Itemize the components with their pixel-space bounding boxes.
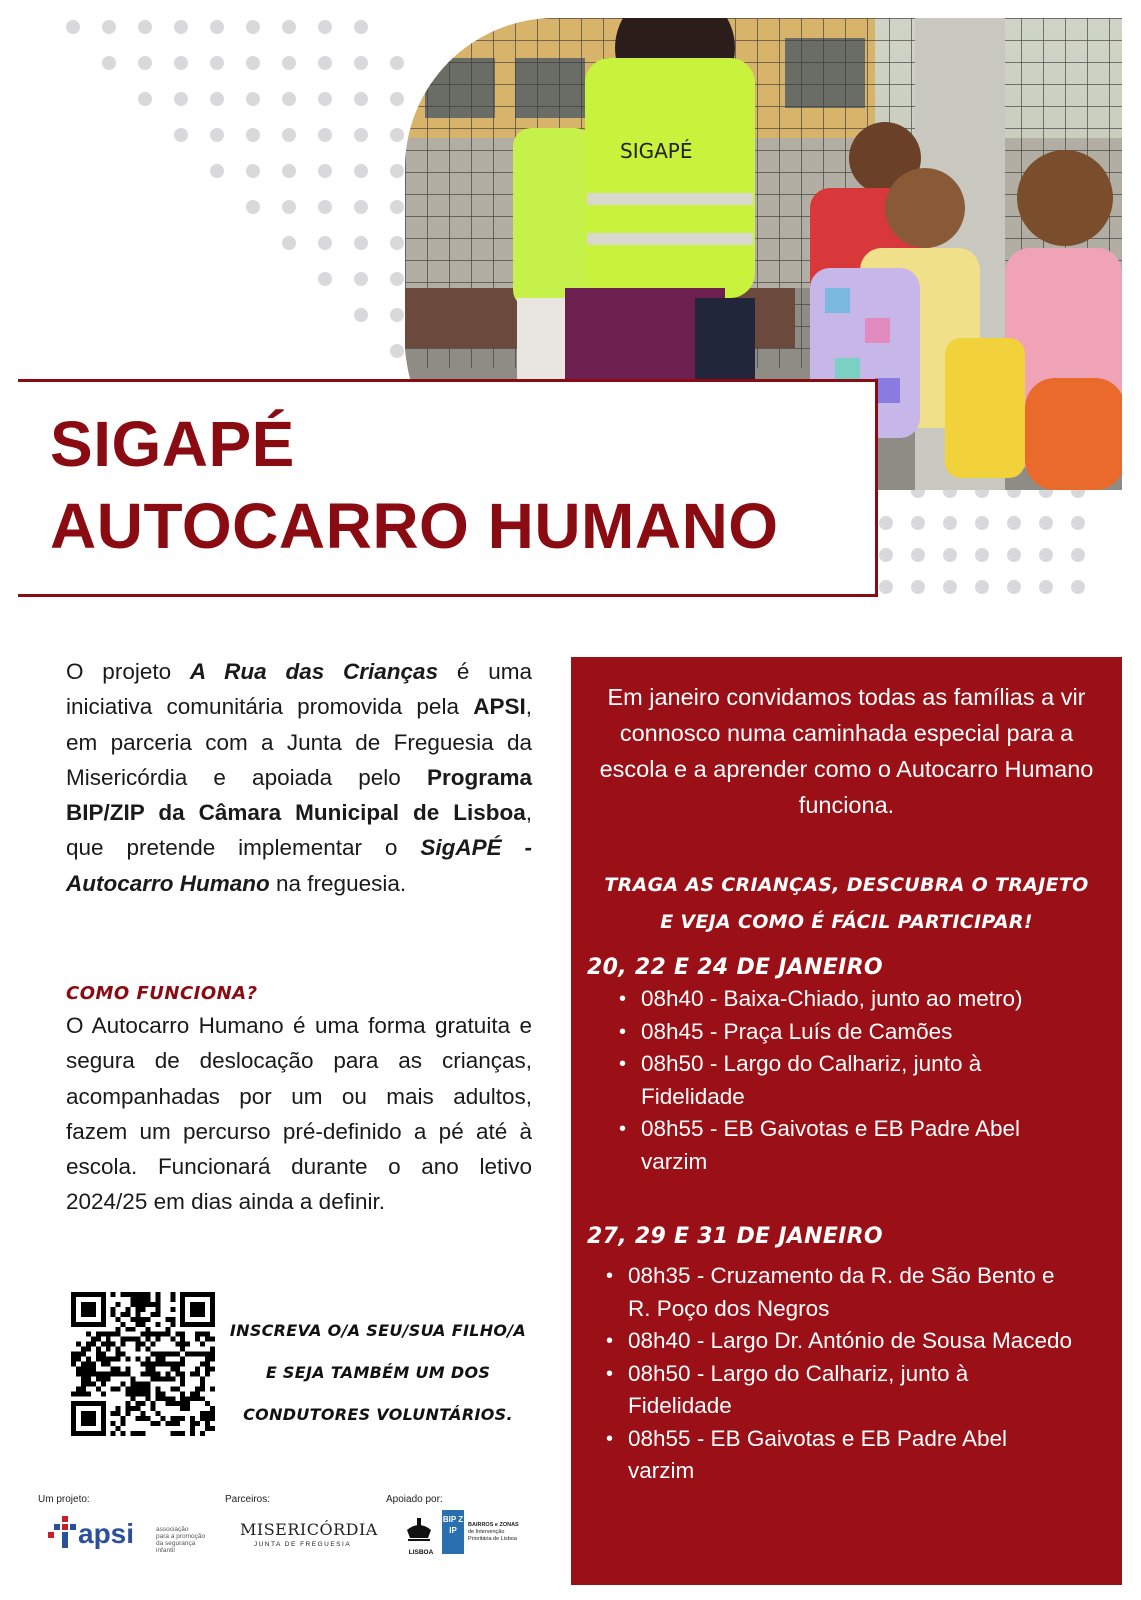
vest-text: SIGAPÉ bbox=[620, 139, 693, 163]
schedule-item: • 08h40 - Baixa-Chiado, junto ao metro) bbox=[617, 983, 1087, 1016]
dot bbox=[390, 236, 404, 250]
bipzip-sub-1: BAIRROS e ZONAS bbox=[468, 1522, 519, 1528]
dot bbox=[1039, 516, 1053, 530]
page-title bbox=[50, 403, 779, 567]
intro-text: é uma iniciativa comunitária promovida pela bbox=[66, 659, 532, 720]
dot bbox=[390, 272, 404, 286]
label-partners: Parceiros: bbox=[225, 1494, 271, 1505]
dot bbox=[390, 164, 404, 178]
dot bbox=[975, 548, 989, 562]
panel-call-to-action bbox=[581, 867, 1112, 941]
bipzip-subtitle bbox=[468, 1522, 519, 1543]
intro-text: , que pretende implementar o bbox=[66, 800, 532, 861]
bipzip-sub-3: Prioritária de Lisboa bbox=[468, 1536, 517, 1542]
schedule-item: • 08h55 - EB Gaivotas e EB Padre Abel varzim bbox=[604, 1423, 1074, 1488]
dot bbox=[138, 56, 152, 70]
dot bbox=[246, 200, 260, 214]
apsi-wordmark: apsi bbox=[78, 1518, 135, 1549]
dot bbox=[390, 308, 404, 322]
dot bbox=[1071, 516, 1085, 530]
dot bbox=[282, 200, 296, 214]
qr-code[interactable] bbox=[71, 1292, 215, 1436]
dot bbox=[390, 92, 404, 106]
dot bbox=[210, 56, 224, 70]
dot bbox=[1039, 548, 1053, 562]
intro-text: O projeto bbox=[66, 659, 190, 684]
dot bbox=[318, 92, 332, 106]
dot bbox=[318, 200, 332, 214]
dot bbox=[911, 516, 925, 530]
apsi-tagline bbox=[156, 1526, 208, 1554]
lisboa-logo bbox=[404, 1516, 438, 1556]
dot bbox=[354, 236, 368, 250]
misericordia-subtitle: JUNTA DE FREGUESIA bbox=[253, 1541, 352, 1548]
dot bbox=[318, 164, 332, 178]
project-description bbox=[66, 654, 532, 901]
dot bbox=[879, 516, 893, 530]
dot bbox=[318, 56, 332, 70]
apsi-tagline-3: da segurança infantil bbox=[156, 1540, 196, 1554]
initiative-name: SigAPÉ - Autocarro Humano bbox=[66, 835, 532, 896]
date-heading-1: 20, 22 E 24 DE JANEIRO bbox=[587, 955, 883, 980]
dot bbox=[943, 548, 957, 562]
signup-line-2: E SEJA TAMBÉM UM DOS bbox=[265, 1363, 491, 1382]
apsi-tagline-1: associação bbox=[156, 1526, 189, 1533]
dot bbox=[282, 92, 296, 106]
dot bbox=[390, 128, 404, 142]
dot bbox=[138, 92, 152, 106]
dot bbox=[354, 308, 368, 322]
dot bbox=[354, 272, 368, 286]
dot bbox=[354, 128, 368, 142]
lisboa-crest-icon bbox=[404, 1516, 434, 1544]
dot bbox=[102, 20, 116, 34]
dot bbox=[282, 128, 296, 142]
dot bbox=[282, 20, 296, 34]
dot bbox=[879, 548, 893, 562]
dot bbox=[282, 236, 296, 250]
dot bbox=[1007, 516, 1021, 530]
dot bbox=[1071, 548, 1085, 562]
apsi-name: APSI bbox=[473, 694, 526, 720]
signup-line-3: CONDUTORES VOLUNTÁRIOS. bbox=[243, 1405, 513, 1424]
dot bbox=[318, 128, 332, 142]
dot bbox=[174, 56, 188, 70]
cta-line-2: E VEJA COMO É FÁCIL PARTICIPAR! bbox=[660, 911, 1033, 933]
dot bbox=[1007, 580, 1021, 594]
apsi-tagline-2: para a promoção bbox=[156, 1533, 206, 1540]
dot bbox=[246, 56, 260, 70]
dot bbox=[210, 164, 224, 178]
dot-pattern-top-left bbox=[66, 20, 404, 358]
intro-text: , em parceria com a Junta de Freguesia da Misericórdia e apoiada pelo bbox=[66, 694, 532, 790]
dot bbox=[282, 164, 296, 178]
label-support: Apoiado por: bbox=[386, 1494, 443, 1505]
how-it-works-text: O Autocarro Humano é uma forma gratuita e segura de deslocação para as crianças, acompanhadas por um ou mais adultos, fazem um percurso pré-definido a pé até à escola. Funcionará durante o ano letivo 2024/25 em dias ainda a definir. bbox=[66, 1013, 532, 1215]
dot bbox=[246, 128, 260, 142]
signup-callout bbox=[228, 1310, 528, 1436]
lisboa-wordmark: LISBOA bbox=[408, 1549, 434, 1556]
dot bbox=[174, 20, 188, 34]
title-line-1: SIGAPÉ bbox=[50, 408, 295, 480]
label-project: Um projeto: bbox=[38, 1494, 90, 1505]
dot bbox=[390, 200, 404, 214]
schedule-item: • 08h50 - Largo do Calhariz, junto à Fidelidade bbox=[617, 1048, 1087, 1113]
dot bbox=[66, 20, 80, 34]
project-name: A Rua das Crianças bbox=[189, 659, 439, 684]
dot bbox=[975, 516, 989, 530]
dot bbox=[943, 580, 957, 594]
dot bbox=[318, 236, 332, 250]
dot bbox=[210, 20, 224, 34]
title-line-2: AUTOCARRO HUMANO bbox=[50, 490, 779, 562]
dot bbox=[911, 548, 925, 562]
dot bbox=[318, 272, 332, 286]
bipzip-sub-2: de Intervenção bbox=[468, 1529, 505, 1535]
schedule-item: • 08h55 - EB Gaivotas e EB Padre Abel varzim bbox=[617, 1113, 1087, 1178]
dot bbox=[210, 92, 224, 106]
dot bbox=[1007, 548, 1021, 562]
dot bbox=[354, 164, 368, 178]
dot bbox=[354, 200, 368, 214]
dot-pattern-right bbox=[879, 484, 1085, 594]
panel-intro: Em janeiro convidamos todas as famílias a vir connosco numa caminhada especial para a escola e a aprender como o Autocarro Humano funciona. bbox=[599, 684, 1094, 818]
apsi-logo bbox=[48, 1516, 208, 1556]
schedule-list-1 bbox=[617, 983, 1087, 1178]
dot bbox=[354, 56, 368, 70]
schedule-item: • 08h50 - Largo do Calhariz, junto à Fidelidade bbox=[604, 1358, 1074, 1423]
bipzip-mark: BIP ZIP bbox=[442, 1510, 464, 1554]
dot bbox=[138, 20, 152, 34]
schedule-panel bbox=[571, 657, 1122, 1585]
dot bbox=[390, 344, 404, 358]
dot bbox=[246, 20, 260, 34]
intro-text: na freguesia. bbox=[269, 870, 407, 896]
dot bbox=[354, 92, 368, 106]
schedule-item: • 08h45 - Praça Luís de Camões bbox=[617, 1016, 1087, 1049]
misericordia-wordmark: MISERICÓRDIA bbox=[240, 1520, 378, 1539]
dot bbox=[246, 164, 260, 178]
dot bbox=[318, 20, 332, 34]
schedule-list-2 bbox=[604, 1260, 1074, 1488]
dot bbox=[390, 56, 404, 70]
signup-line-1: INSCREVA O/A SEU/SUA FILHO/A bbox=[229, 1321, 527, 1340]
schedule-item: • 08h35 - Cruzamento da R. de São Bento e R. Poço dos Negros bbox=[604, 1260, 1074, 1325]
cta-line-1: TRAGA AS CRIANÇAS, DESCUBRA O TRAJETO bbox=[604, 874, 1089, 896]
how-it-works-heading: COMO FUNCIONA? bbox=[66, 983, 258, 1004]
dot bbox=[174, 92, 188, 106]
program-name: Programa BIP/ZIP da Câmara Municipal de Lisboa bbox=[66, 764, 532, 826]
dot bbox=[354, 20, 368, 34]
dot bbox=[174, 128, 188, 142]
dot bbox=[246, 92, 260, 106]
dot bbox=[282, 56, 296, 70]
dot bbox=[879, 580, 893, 594]
dot bbox=[975, 580, 989, 594]
dot bbox=[102, 56, 116, 70]
dot bbox=[1071, 580, 1085, 594]
schedule-item: • 08h40 - Largo Dr. António de Sousa Macedo bbox=[604, 1325, 1074, 1358]
dot bbox=[1039, 580, 1053, 594]
dot bbox=[210, 128, 224, 142]
date-heading-2: 27, 29 E 31 DE JANEIRO bbox=[587, 1224, 883, 1249]
dot bbox=[943, 516, 957, 530]
bipzip-logo bbox=[442, 1510, 522, 1556]
dot bbox=[911, 580, 925, 594]
misericordia-logo bbox=[240, 1520, 378, 1556]
